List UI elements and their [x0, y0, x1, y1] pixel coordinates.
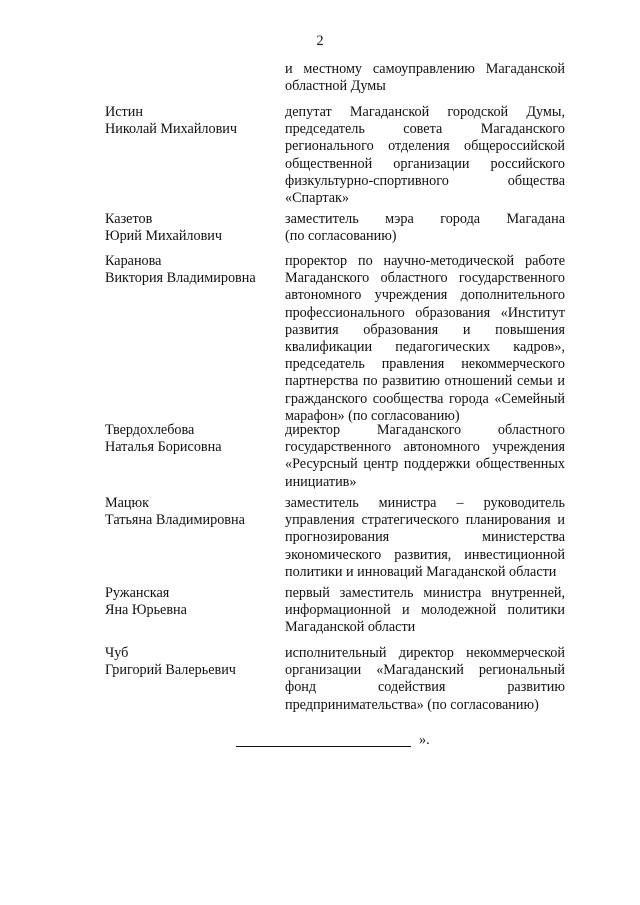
member-name — [105, 495, 280, 529]
member-surname: Истин — [105, 104, 143, 120]
underline-rule — [236, 746, 411, 747]
member-surname: Каранова — [105, 253, 162, 269]
position-line: гражданского сообщества города «Семейный — [285, 390, 565, 407]
member-given-names: Яна Юрьевна — [105, 602, 187, 619]
continuation-line: и местному самоуправлению Магаданской — [285, 61, 565, 77]
member-name — [105, 422, 280, 456]
position-line: общественной организации российского — [285, 155, 565, 172]
closing-quote-mark: ». — [419, 732, 430, 748]
member-position — [285, 585, 565, 637]
member-position — [285, 495, 565, 581]
position-line: партнерства по развитию отношений семьи и — [285, 373, 565, 390]
position-line: экономического развития, инвестиционной — [285, 546, 565, 563]
member-name — [105, 253, 280, 287]
position-line: фонд содействия развитию — [285, 679, 565, 696]
position-line: информационной и молодежной политики — [285, 602, 565, 619]
position-line: управления стратегического планирования и — [285, 512, 565, 529]
member-given-names: Николай Михайлович — [105, 121, 238, 138]
position-line: марафон» (по согласованию) — [285, 407, 460, 424]
member-name — [105, 104, 280, 138]
member-surname: Твердохлебова — [105, 422, 195, 438]
position-line: председатель совета Магаданского — [285, 121, 565, 138]
position-line: «Ресурсный центр поддержки общественных — [285, 456, 565, 473]
position-line: депутат Магаданской городской Думы, — [285, 104, 565, 120]
position-line: предпринимательства» (по согласованию) — [285, 696, 539, 713]
member-given-names: Татьяна Владимировна — [105, 512, 245, 529]
member-name — [105, 211, 280, 245]
position-line: Магаданской области — [285, 619, 416, 636]
position-line: прогнозирования министерства — [285, 529, 565, 546]
member-surname: Чуб — [105, 645, 129, 661]
closing-signature-line — [236, 732, 436, 752]
member-position — [285, 253, 565, 425]
position-line: физкультурно-спортивного общества — [285, 172, 565, 189]
position-line: политики и инноваций Магаданской области — [285, 563, 557, 580]
member-surname: Мацюк — [105, 495, 149, 511]
position-line: проректор по научно-методической работе — [285, 253, 565, 269]
continuation-line: областной Думы — [285, 78, 386, 95]
page-number: 2 — [316, 33, 324, 49]
member-name — [105, 585, 280, 619]
continuation-text — [285, 61, 565, 95]
position-line: исполнительный директор некоммерческой — [285, 645, 565, 661]
position-line: (по согласованию) — [285, 228, 397, 245]
position-line: заместитель министра – руководитель — [285, 495, 565, 511]
member-name — [105, 645, 280, 679]
member-position — [285, 422, 565, 491]
member-given-names: Юрий Михайлович — [105, 228, 223, 245]
position-line: профессионального образования «Институт — [285, 304, 565, 321]
position-line: заместитель мэра города Магадана — [285, 211, 565, 227]
position-line: регионального отделения общероссийской — [285, 138, 565, 155]
position-line: развития образования и повышения — [285, 321, 565, 338]
position-line: инициатив» — [285, 473, 357, 490]
member-position — [285, 211, 565, 245]
member-given-names: Наталья Борисовна — [105, 439, 222, 456]
member-given-names: Григорий Валерьевич — [105, 662, 236, 679]
member-position — [285, 104, 565, 207]
position-line: автономного учреждения дополнительного — [285, 287, 565, 304]
position-line: государственного автономного учреждения — [285, 439, 565, 456]
member-position — [285, 645, 565, 714]
position-line: председатель правления некоммерческого — [285, 356, 565, 373]
position-line: первый заместитель министра внутренней, — [285, 585, 565, 601]
position-line: Магаданского областного государственного — [285, 270, 565, 287]
position-line: «Спартак» — [285, 190, 350, 207]
member-given-names: Виктория Владимировна — [105, 270, 256, 287]
position-line: директор Магаданского областного — [285, 422, 565, 438]
member-surname: Ружанская — [105, 585, 170, 601]
member-surname: Казетов — [105, 211, 153, 227]
position-line: организации «Магаданский региональный — [285, 662, 565, 679]
position-line: квалификации педагогических кадров», — [285, 339, 565, 356]
